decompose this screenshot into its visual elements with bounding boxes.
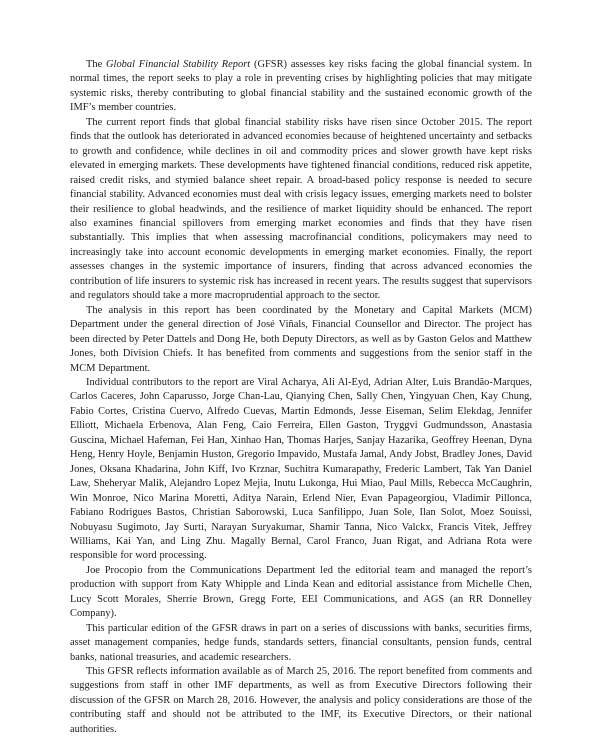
paragraph-1 (70, 58, 532, 116)
report-title-italic: Global Financial Stability Report (106, 59, 251, 70)
paragraph-1-lead: The (86, 59, 107, 70)
paragraph-1-rest: (GFSR) assesses key risks facing the global financial system. In normal times, the report seeks to play a role in preventing crises by highlighting policies that may mitigate systemic risks, thereby contributing to global financial stability and the sustained economic growth of the IMF’s member countries. (70, 59, 532, 114)
document-text-body (70, 58, 532, 737)
paragraph-6-discussions: This particular edition of the GFSR draws in part on a series of discussions with banks, securities firms, asset management companies, hedge funds, standards setters, financial consultants, pension funds, central banks, national treasuries, and academic researchers. (70, 622, 532, 663)
paragraph-3: The analysis in this report has been coordinated by the Monetary and Capital Markets (MCM) Department under the general direction of José Viñals, Financial Counsellor and Director. The project has been directed by Peter Dattels and Dong He, both Deputy Directors, as well as by Gaston Gelos and Matthew Jones, both Division Chiefs. It has benefited from comments and suggestions from the senior staff in the MCM Department. (70, 304, 532, 374)
paragraph-4-contributors: Individual contributors to the report are Viral Acharya, Ali Al-Eyd, Adrian Alter, Luis Brandão-Marques, Carlos Caceres, John Caparusso, Jorge Chan-Lau, Qianying Chen, Sally Chen, Yingyuan Chen, Kay Chung, Fabio Cortes, Cristina Cuervo, Alfredo Cuevas, Martin Edmonds, Jesse Eiseman, Selim Elekdag, Jennifer Elliott, Michaela Erbenova, Alan Feng, Caio Ferreira, Ellen Gaston, Tryggvi Gudmundsson, Anastasia Guscina, Michael Hafeman, Fei Han, Xinhao Han, Thomas Harjes, Sanjay Hazarika, Geoffrey Heenan, Dyna Heng, Henry Hoyle, Benjamin Huston, Gregorio Impavido, Mustafa Jamal, Andy Jobst, Bradley Jones, David Jones, Oksana Khadarina, John Kiff, Ivo Krznar, Suchitra Kumarapathy, Frederic Lambert, Tak Yan Daniel Law, Sheheryar Malik, Alejandro Lopez Mejia, Inutu Lukonga, Hui Miao, Paul Mills, Rebecca McCaughrin, Win Monroe, Nico Marina Moretti, Aditya Narain, Erlend Nier, Evan Papageorgiou, Vladimir Pillonca, Fabiano Rodrigues Bastos, Christian Saborowski, Luca Sanfilippo, Juan Sole, Ilan Solot, Moez Souissi, Nobuyasu Sugimoto, Jay Surti, Narayan Suryakumar, Shamir Tanna, Nico Valckx, Francis Vitek, Jeffrey Williams, Kai Yan, and Ling Zhu. Magally Bernal, Carol Franco, Juan Rigat, and Adriana Rota were responsible for word processing. (70, 376, 532, 562)
paragraph-2: The current report finds that global financial stability risks have risen since October 2015. The report finds that the outlook has deteriorated in advanced economies because of heightened uncertainty and setbacks to growth and confidence, while declines in oil and commodity prices and slower growth have kept risks elevated in emerging markets. These developments have tightened financial conditions, reduced risk appetite, raised credit risks, and stymied balance sheet repair. A broad-based policy response is needed to secure financial stability. Advanced economies must deal with crisis legacy issues, emerging markets need to bolster their resilience to global headwinds, and the resilience of market liquidity should be enhanced. The report also examines financial spillovers from emerging market economies and finds that they have risen substantially. This implies that when assessing macrofinancial conditions, policymakers may need to increasingly take into account economic developments in emerging market economies. Finally, the report assesses changes in the systemic importance of insurers, finding that across advanced economies the contribution of life insurers to systemic risk has increased in recent years. The results suggest that supervisors and regulators should take a more macroprudential approach to the sector. (70, 116, 532, 302)
paragraph-7-disclaimer: This GFSR reflects information available as of March 25, 2016. The report benefited from comments and suggestions from staff in other IMF departments, as well as from Executive Directors following their discussion of the GFSR on March 28, 2016. However, the analysis and policy considerations are those of the contributing staff and should not be attributed to the IMF, its Executive Directors, or their national authorities. (70, 666, 532, 735)
paragraph-5-editorial: Joe Procopio from the Communications Department led the editorial team and managed the report’s production with support from Katy Whipple and Linda Kean and editorial assistance from Michelle Chen, Lucy Scott Morales, Sherrie Brown, Gregg Forte, EEI Communications, and AGS (an RR Donnelley Company). (70, 564, 532, 620)
